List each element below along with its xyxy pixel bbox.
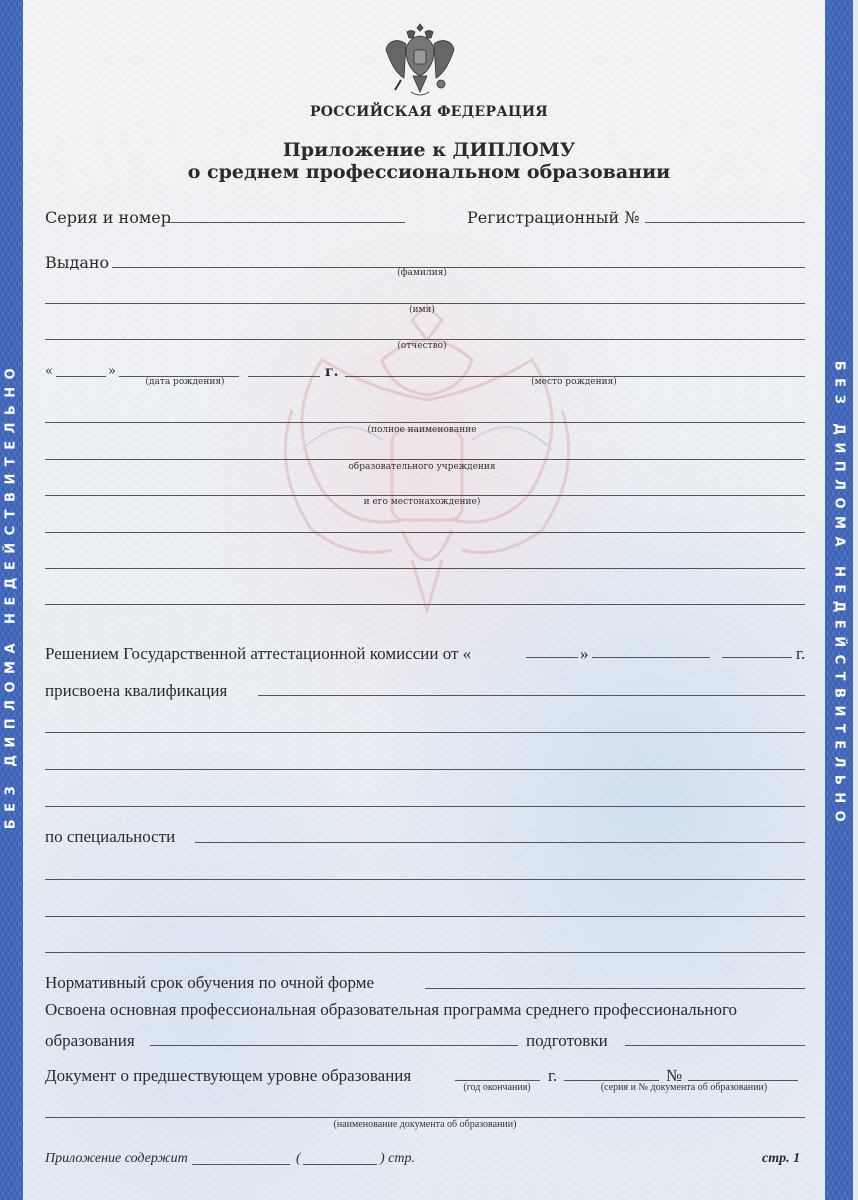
specialty-field-line-3[interactable] — [45, 916, 805, 917]
series-number-field[interactable] — [165, 222, 405, 223]
specialty-label: по специальности — [45, 827, 176, 846]
side-warning-right: БЕЗ ДИПЛОМА НЕДЕЙСТВИТЕЛЬНО — [831, 360, 847, 830]
education-field[interactable] — [150, 1045, 518, 1046]
patronymic-field[interactable] — [45, 339, 805, 340]
birth-day-close-quote: » — [108, 364, 116, 379]
commission-month-field[interactable] — [592, 657, 710, 658]
specialty-field-line-4[interactable] — [45, 952, 805, 953]
birth-day-field[interactable] — [56, 376, 106, 377]
qualification-label: присвоена квалификация — [45, 681, 228, 700]
commission-year-suffix: г. — [796, 644, 806, 663]
previous-document-name-caption: (наименование документа об образовании) — [333, 1119, 517, 1130]
institution-caption-2: образовательного учреждения — [348, 462, 496, 472]
coat-of-arms-icon — [383, 22, 457, 100]
training-label: подготовки — [526, 1031, 608, 1050]
education-label: образования — [45, 1031, 135, 1050]
previous-document-label: Документ о предшествующем уровне образования — [45, 1066, 412, 1085]
previous-document-year-field[interactable] — [455, 1080, 540, 1081]
birth-place-caption: (место рождения) — [531, 377, 617, 387]
document-subtitle: о среднем профессиональном образовании — [187, 161, 671, 183]
side-warning-left: БЕЗ ДИПЛОМА НЕДЕЙСТВИТЕЛЬНО — [3, 360, 19, 830]
specialty-field-line-2[interactable] — [45, 879, 805, 880]
institution-field-line-2[interactable] — [45, 459, 805, 460]
program-mastered-text: Освоена основная профессиональная образовательная программа среднего профессионального — [45, 1000, 738, 1019]
page-count-open-paren: ( — [296, 1151, 301, 1166]
surname-caption: (фамилия) — [397, 268, 447, 278]
page-count-digits-field[interactable] — [192, 1164, 290, 1165]
document-title: Приложение к ДИПЛОМУ — [282, 139, 576, 161]
birth-date-caption: (дата рождения) — [145, 377, 225, 387]
qualification-field-line-2[interactable] — [45, 732, 805, 733]
institution-field-line-1[interactable] — [45, 422, 805, 423]
birth-day-open-quote: « — [45, 364, 53, 379]
page-count-close-paren: ) стр. — [380, 1151, 415, 1166]
institution-field-line-4[interactable] — [45, 532, 805, 533]
series-number-label: Серия и номер — [45, 208, 171, 227]
page-count-words-field[interactable] — [303, 1164, 377, 1165]
institution-caption-1: (полное наименование — [367, 425, 477, 435]
appendix-contains-label: Приложение содержит — [45, 1151, 188, 1166]
name-caption: (имя) — [409, 305, 435, 315]
previous-document-name-field[interactable] — [45, 1117, 805, 1118]
institution-caption-3: и его местонахождение) — [363, 497, 481, 507]
birth-year-field[interactable] — [248, 376, 320, 377]
previous-document-series-field[interactable] — [564, 1080, 659, 1081]
specialty-field[interactable] — [195, 842, 805, 843]
previous-document-year-suffix: г. — [548, 1066, 558, 1085]
qualification-field-line-4[interactable] — [45, 806, 805, 807]
patronymic-caption: (отчество) — [397, 341, 447, 351]
page-number: стр. 1 — [762, 1151, 801, 1166]
commission-year-field[interactable] — [722, 657, 792, 658]
institution-field-line-5[interactable] — [45, 568, 805, 569]
country-heading: РОССИЙСКАЯ ФЕДЕРАЦИЯ — [309, 104, 549, 120]
study-period-field[interactable] — [425, 988, 805, 989]
surname-field[interactable] — [112, 267, 805, 268]
name-field[interactable] — [45, 303, 805, 304]
previous-document-series-caption: (серия и № документа об образовании) — [600, 1082, 768, 1093]
institution-field-line-6[interactable] — [45, 604, 805, 605]
registration-number-field[interactable] — [645, 222, 805, 223]
study-period-label: Нормативный срок обучения по очной форме — [45, 973, 375, 992]
issued-to-label: Выдано — [45, 253, 110, 272]
commission-decision-label: Решением Государственной аттестационной комиссии от « — [45, 644, 472, 663]
qualification-field[interactable] — [258, 695, 805, 696]
training-field[interactable] — [625, 1045, 805, 1046]
commission-day-field[interactable] — [526, 657, 578, 658]
commission-day-close-quote: » — [580, 644, 589, 663]
previous-document-year-caption: (год окончания) — [463, 1082, 531, 1093]
birth-year-suffix: г. — [325, 364, 339, 380]
registration-number-label: Регистрационный № — [467, 208, 640, 227]
institution-field-line-3[interactable] — [45, 495, 805, 496]
qualification-field-line-3[interactable] — [45, 769, 805, 770]
previous-document-number-sign: № — [666, 1066, 683, 1085]
previous-document-number-field[interactable] — [688, 1080, 798, 1081]
